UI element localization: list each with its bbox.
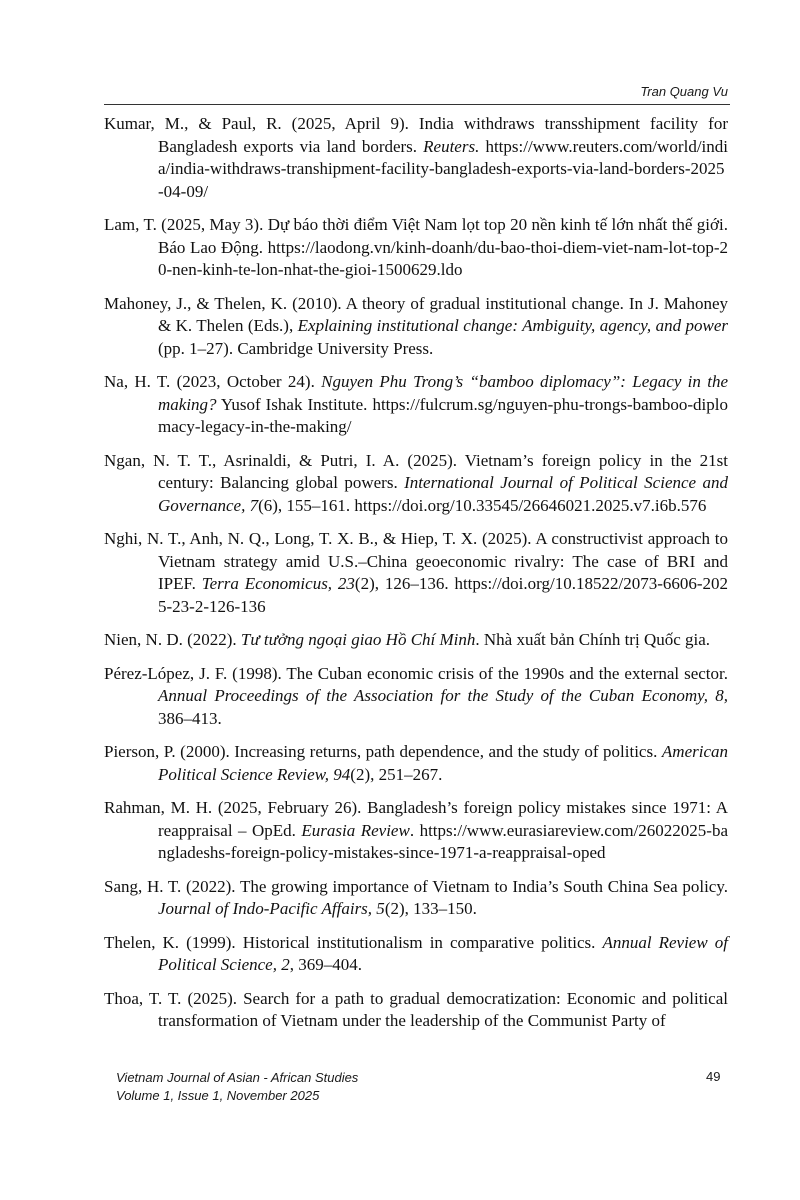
reference-entry: Thelen, K. (1999). Historical institutionalism in comparative politics. Annual Review of Political Science, 2, 369–404. [104, 932, 728, 974]
footer-journal-name: Vietnam Journal of Asian - African Studies [116, 1070, 359, 1085]
reference-url[interactable]: https://doi.org/10.18522/2073-6606-2025-23-2-126-136 [158, 574, 729, 616]
reference-entry: Mahoney, J., & Thelen, K. (2010). A theory of gradual institutional change. In J. Mahoney & K. Thelen (Eds.), Explaining institutional change: Ambiguity, agency, and power (pp. 1–27). Cambridge University Press. [104, 293, 729, 358]
reference-entry: Nien, N. D. (2022). Tư tưởng ngoại giao Hồ Chí Minh. Nhà xuất bản Chính trị Quốc gia. [104, 630, 711, 649]
page-number: 49 [706, 1069, 721, 1084]
reference-entry: Rahman, M. H. (2025, February 26). Bangladesh’s foreign policy mistakes since 1971: A reappraisal – OpEd. Eurasia Review. https://www.eurasiareview.com/26022025-bangladeshs-foreign-policy-mistakes-since-1971-a-reappraisal-oped [104, 798, 729, 862]
reference-entry: Lam, T. (2025, May 3). Dự báo thời điểm Việt Nam lọt top 20 nền kinh tế lớn nhất thế giới. Báo Lao Động. https://laodong.vn/kinh-doanh/du-bao-thoi-diem-viet-nam-lot-top-20-nen-kinh-te-lon-nhat-the-gioi-1500629.ldo [104, 215, 728, 279]
reference-entry: Pierson, P. (2000). Increasing returns, path dependence, and the study of politics. American Political Science Review, 94(2), 251–267. [104, 742, 728, 784]
reference-entry: Thoa, T. T. (2025). Search for a path to gradual democratization: Economic and political transformation of Vietnam under the leadership of the Communist Party of [104, 988, 728, 1030]
footer-volume-info: Volume 1, Issue 1, November 2025 [116, 1088, 320, 1103]
reference-entry: Sang, H. T. (2022). The growing importance of Vietnam to India’s South China Sea policy. Journal of Indo-Pacific Affairs, 5(2), 133–150. [104, 876, 728, 918]
reference-url[interactable]: https://laodong.vn/kinh-doanh/du-bao-thoi-diem-viet-nam-lot-top-20-nen-kinh-te-lon-nhat-the-gioi-1500629.ldo [158, 237, 728, 279]
journal-footer [116, 1069, 358, 1105]
reference-list [104, 113, 728, 1044]
reference-url[interactable]: https://doi.org/10.33545/26646021.2025.v7.i6b.576 [354, 495, 707, 515]
reference-entry: Pérez-López, J. F. (1998). The Cuban economic crisis of the 1990s and the external sector. Annual Proceedings of the Association for the Study of the Cuban Economy, 8, 386–413. [104, 663, 728, 728]
reference-entry: Ngan, N. T. T., Asrinaldi, & Putri, I. A. (2025). Vietnam’s foreign policy in the 21st century: Balancing global powers. International Journal of Political Science and Governance, 7(6), 155–161. https://doi.org/10.33545/26646021.2025.v7.i6b.576 [104, 450, 728, 515]
reference-url[interactable]: https://www.eurasiareview.com/26022025-bangladeshs-foreign-policy-mistakes-since-1971-a-reappraisal-oped [158, 820, 729, 862]
header-rule [104, 104, 730, 105]
reference-entry: Nghi, N. T., Anh, N. Q., Long, T. X. B., & Hiep, T. X. (2025). A constructivist approach to Vietnam strategy amid U.S.–China geoeconomic rivalry: The case of BRI and IPEF. Terra Economicus, 23(2), 126–136. https://doi.org/10.18522/2073-6606-2025-23-2-126-136 [104, 529, 729, 616]
reference-entry: Na, H. T. (2023, October 24). Nguyen Phu Trong’s “bamboo diplomacy”: Legacy in the making? Yusof Ishak Institute. https://fulcrum.sg/nguyen-phu-trongs-bamboo-diplomacy-legacy-in-the-making/ [104, 372, 728, 436]
reference-url[interactable]: https://www.reuters.com/world/india/india-withdraws-transhipment-facility-bangladesh-exports-via-land-borders-2025-04-09/ [158, 136, 728, 201]
reference-url[interactable]: https://fulcrum.sg/nguyen-phu-trongs-bamboo-diplomacy-legacy-in-the-making/ [158, 394, 728, 436]
reference-entry: Kumar, M., & Paul, R. (2025, April 9). India withdraws transshipment facility for Bangladesh exports via land borders. Reuters. https://www.reuters.com/world/india/india-withdraws-transhipment-facility-bangladesh-exports-via-land-borders-2025-04-09/ [104, 114, 728, 201]
running-header-author: Tran Quang Vu [640, 84, 728, 99]
